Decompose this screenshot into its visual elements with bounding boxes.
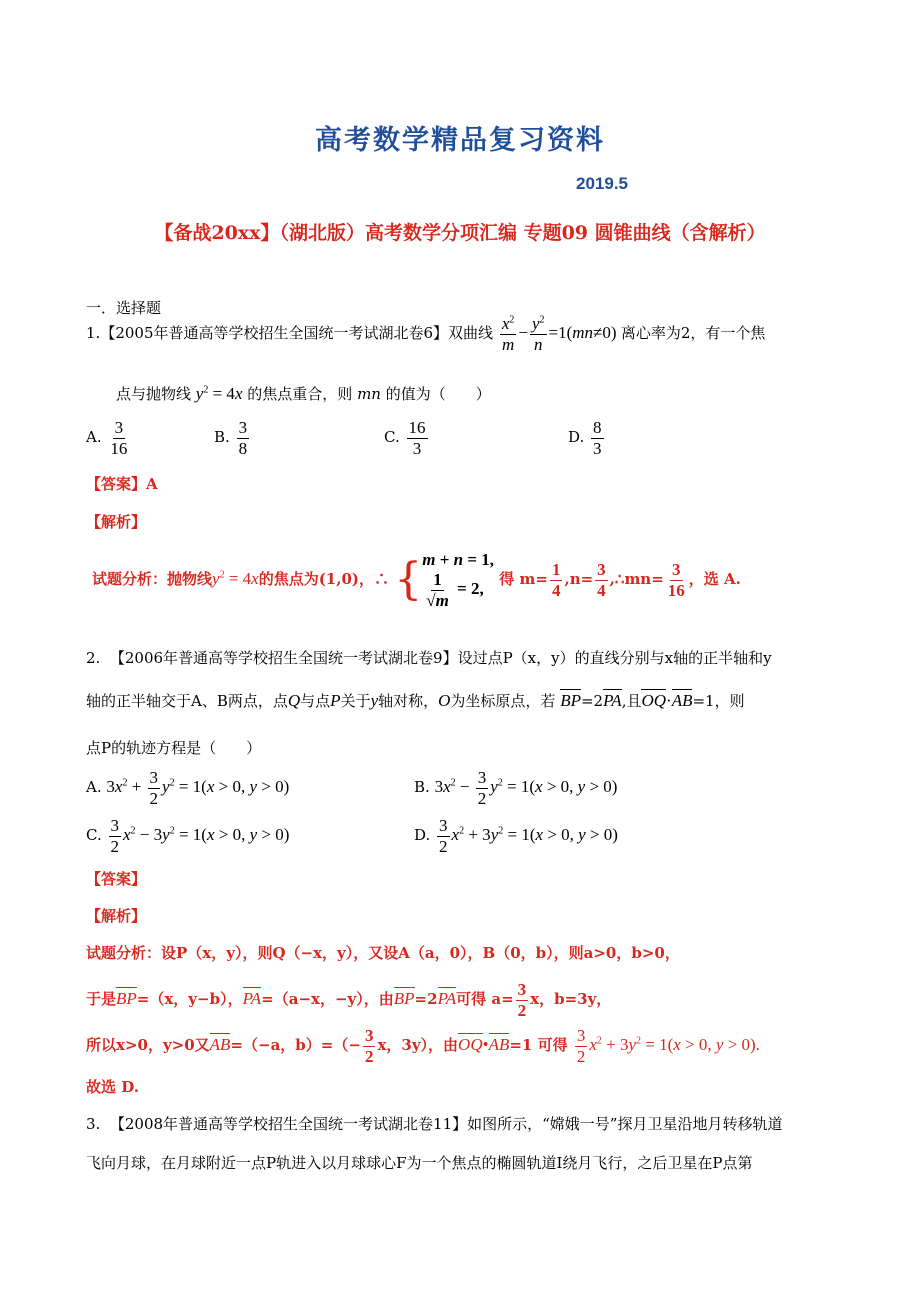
q3-number: 3. [86, 1115, 101, 1133]
q2-a2e: 可得 a= [456, 990, 514, 1009]
q2-source: 【2006年普通高等学校招生全国统一考试湖北卷9】 [109, 649, 458, 667]
q1-option-b-num: 3 [238, 418, 248, 437]
q1-option-b-den: 8 [238, 438, 248, 458]
q1-option-c-label: C. [384, 428, 400, 447]
q1-text-c: 点与抛物线 [116, 385, 192, 403]
q2-analysis-line2: 于是BP=（x，y−b），PA=（a−x，−y），由BP=2PA可得 a= $\frac{3}{2}$ x，b=3y， [86, 980, 612, 1020]
q1-analysis-eq: $y^2 = 4x$ [212, 569, 259, 589]
q1-text-continued: 离心率为2，有一个焦 [620, 323, 766, 342]
q2-line3: 点P的轨迹方程是（ ） [86, 739, 262, 757]
q2-a2b: =（x，y−b）， [136, 990, 243, 1009]
q3-line2: 飞向月球，在月球附近一点P轨进入以月球球心F为一个焦点的椭圆轨道Ⅰ绕月飞行，之后卫星在P点第 [86, 1154, 753, 1172]
q1-text-e: 的值为（ ） [385, 385, 491, 403]
q1-answer-value: A [146, 475, 158, 493]
q2-a3d: =1 可得 [509, 1036, 568, 1055]
q1-mn: mn [357, 385, 381, 403]
q1-hyperbola-equation: $\frac{x^2}{m}$ − $\frac{y^2}{n}$ =1(mn≠0) [501, 314, 621, 354]
q2-a3c: x，3y），由 [377, 1036, 459, 1055]
date-label: 2019.5 [576, 174, 628, 193]
q1-option-b [214, 418, 251, 458]
q1-source: 【2005年普通高等学校招生全国统一考试湖北卷6】 [100, 323, 449, 342]
q1-analysis-b: 的焦点为(1,0)，∴ [258, 570, 389, 589]
q1-option-d-den: 3 [593, 438, 602, 458]
q2-option-c-label: C. [86, 825, 102, 844]
q1-equation-system: m + n = 1, $\frac{1}{√m}$ = 2, [422, 550, 495, 610]
q2-text2f: =2 [580, 692, 604, 710]
q2-option-d-label: D. [414, 825, 431, 844]
q2-text2g: ,且 [621, 692, 642, 710]
q2-analysis-line4: 故选 D. [86, 1078, 139, 1096]
q1-option-a-label: A. [86, 428, 102, 447]
q2-text2d: 轴对称， [378, 692, 439, 710]
q2-option-b: B. $3x^2$ − $\frac{3}{2}$ $y^2 = 1(x > 0$, y > 0) [414, 768, 618, 808]
document-subtitle: 【备战20xx】（湖北版）高考数学分项汇编 专题09 圆锥曲线（含解析） [154, 222, 766, 244]
q1-number: 1. [86, 323, 101, 342]
q2-a3a: 所以x>0，y>0又 [86, 1036, 210, 1055]
q1-option-c-den: 3 [412, 438, 422, 458]
q2-option-c: C. $\frac{3}{2}$ $x^2 - 3y^2 = 1(x > 0$, y > 0) [86, 816, 290, 856]
q1-analysis-c: 得 m= [499, 570, 548, 589]
page-title: 高考数学精品复习资料 [315, 125, 605, 156]
q1-analysis-a: 试题分析：抛物线 [92, 570, 213, 589]
q2-a2d: =2 [414, 990, 438, 1009]
q1-parabola-equation: $y^2 = 4x$ [195, 384, 243, 403]
q2-text1: 设过点P（x，y）的直线分别与x轴的正半轴和y [457, 649, 772, 667]
q1-option-c [384, 418, 430, 458]
q2-option-d: D. $\frac{3}{2}$ $x^2 + 3y^2 = 1(x > 0$, y > 0) [414, 816, 618, 856]
q1-analysis: 试题分析：抛物线$y^2 = 4x$的焦点为(1,0)，∴ { m + n = 1, $\frac{1}{√m}$ = 2, 得 m= $\frac{1}{4}$ ,n= $\frac{3}{4}$ ,∴mn= $\frac{3}{16}$ ，选 A. [92, 550, 741, 610]
q1-option-a-num: 3 [114, 418, 124, 437]
q1-option-a-den: 16 [110, 438, 128, 458]
q3-source: 【2008年普通高等学校招生全国统一考试湖北卷11】 [109, 1115, 468, 1133]
q1-line2 [116, 383, 491, 404]
q2-text2a: 轴的正半轴交于A、B两点，点 [86, 692, 288, 710]
q2-text2h: =1，则 [692, 692, 745, 710]
q2-a2a: 于是 [86, 990, 117, 1009]
q1-option-d-label: D. [568, 428, 585, 447]
q1-analysis-d: ,n= [564, 570, 594, 589]
q2-a2c: =（a−x，−y），由 [261, 990, 394, 1009]
q1-analysis-e: ,∴mn= [609, 570, 664, 589]
q2-a3b: =（−a，b）=（− [230, 1036, 361, 1055]
q1-analysis-f: ，选 A. [688, 570, 741, 589]
q1-text: 双曲线 [448, 323, 494, 342]
q2-option-a: A. $3x^2$ + $\frac{3}{2}$ $y^2 = 1(x > 0$, y > 0) [86, 768, 290, 808]
q1-text-d: 的焦点重合，则 [247, 385, 353, 403]
q1-option-d [568, 418, 606, 458]
q2-answer-label: 【答案】 [86, 870, 147, 888]
q1-option-d-num: 8 [593, 418, 602, 437]
q2-analysis-line1: 试题分析：设P（x，y），则Q（−x，y），又设A（a，0），B（0，b），则a>0，b>0， [86, 944, 680, 962]
q2-line1 [86, 647, 772, 668]
q2-line2: 轴的正半轴交于A、B两点，点Q与点P关于y轴对称，O为坐标原点，若 BP=2PA,且OQ·AB=1，则 [86, 691, 745, 710]
q1-answer [86, 473, 158, 494]
q1-option-a [86, 418, 131, 458]
q1-system-brace: { [394, 554, 423, 606]
q1-line1 [86, 314, 765, 354]
q3-line1 [86, 1113, 782, 1134]
q2-number: 2. [86, 649, 101, 667]
q1-answer-label: 【答案】 [86, 475, 147, 493]
q3-text1: 如图所示，“嫦娥一号”探月卫星沿地月转移轨道 [467, 1115, 783, 1133]
q2-text2c: 关于 [340, 692, 371, 710]
q1-option-c-num: 16 [408, 418, 426, 437]
q2-option-a-label: A. [86, 777, 102, 796]
section-heading: 一．选择题 [86, 299, 162, 317]
q2-option-b-label: B. [414, 777, 430, 796]
q2-analysis-label: 【解析】 [86, 907, 147, 925]
q2-text2b: 与点 [300, 692, 331, 710]
q2-analysis-line3: 所以x>0，y>0又AB=（−a，b）=（− $\frac{3}{2}$ x，3y），由OQ•AB=1 可得 $\frac{3}{2}$ $x^2 + 3y^2 = 1(x > 0$, y > 0). [86, 1026, 760, 1066]
q2-text2e: 为坐标原点，若 [450, 692, 556, 710]
q1-option-b-label: B. [214, 428, 230, 447]
q1-analysis-label: 【解析】 [86, 513, 147, 531]
q2-a2f: x，b=3y， [530, 990, 612, 1009]
